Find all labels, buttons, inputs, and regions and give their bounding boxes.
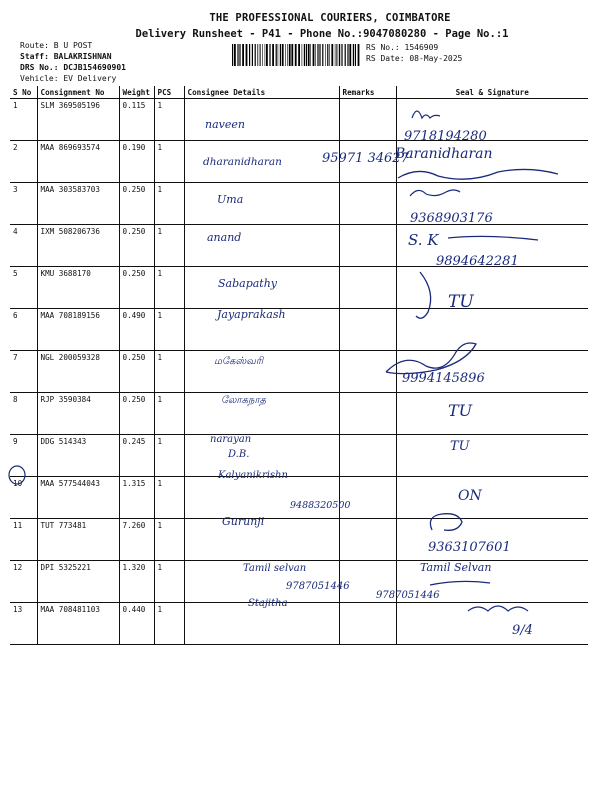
hw-r12-name: Tamil selvan <box>243 563 307 574</box>
cell-pcs: 1 <box>154 393 184 435</box>
cell-signature <box>396 561 588 603</box>
cell-pcs: 1 <box>154 141 184 183</box>
hw-r4-sig: S. K <box>408 231 439 249</box>
cell-weight: 1.315 <box>119 477 154 519</box>
rs-date: RS Date: 08-May-2025 <box>366 54 463 63</box>
cell-signature <box>396 477 588 519</box>
cell-consignee <box>184 561 339 603</box>
cell-consignee <box>184 183 339 225</box>
cell-consignment: KMU 3688170 <box>37 267 119 309</box>
cell-consignment: MAA 577544043 <box>37 477 119 519</box>
cell-pcs: 1 <box>154 519 184 561</box>
cell-sno: 5 <box>10 267 37 309</box>
cell-weight: 0.250 <box>119 225 154 267</box>
col-sno: S No <box>10 86 37 99</box>
table-row <box>10 519 588 561</box>
cell-pcs: 1 <box>154 435 184 477</box>
table-row <box>10 561 588 603</box>
hw-r5-sig: TU <box>448 292 474 312</box>
hw-r13-name: Stajitha <box>248 598 288 609</box>
table-row <box>10 477 588 519</box>
cell-consignee <box>184 477 339 519</box>
cell-consignee <box>184 603 339 645</box>
cell-pcs: 1 <box>154 309 184 351</box>
company-title: THE PROFESSIONAL COURIERS, COIMBATORE <box>209 12 451 24</box>
cell-consignment: SLM 369505196 <box>37 99 119 141</box>
cell-pcs: 1 <box>154 603 184 645</box>
runsheet-info <box>366 42 462 64</box>
col-pcs: PCS <box>154 86 184 99</box>
cell-weight: 0.250 <box>119 393 154 435</box>
col-consignment: Consignment No <box>37 86 119 99</box>
cell-signature <box>396 393 588 435</box>
cell-weight: 1.320 <box>119 561 154 603</box>
table-row <box>10 603 588 645</box>
cell-remarks <box>339 309 396 351</box>
cell-sno: 2 <box>10 141 37 183</box>
cell-sno: 3 <box>10 183 37 225</box>
hw-r9-name2: D.B. <box>228 449 250 460</box>
hw-r6-name: Jayaprakash <box>217 308 286 321</box>
cell-consignee <box>184 99 339 141</box>
hw-r4-name: anand <box>207 231 242 244</box>
cell-consignment: MAA 708189156 <box>37 309 119 351</box>
vehicle-line: Vehicle: EV Delivery <box>20 74 117 83</box>
cell-sno: 9 <box>10 435 37 477</box>
cell-signature <box>396 603 588 645</box>
hw-r10-sig: ON <box>458 488 482 504</box>
hw-r4-phone: 9894642281 <box>436 254 519 269</box>
hw-r13-sig: 9/4 <box>512 623 533 638</box>
cell-pcs: 1 <box>154 225 184 267</box>
cell-signature <box>396 225 588 267</box>
hw-r3-name: Uma <box>217 193 244 206</box>
runsheet-table <box>10 86 588 645</box>
cell-pcs: 1 <box>154 183 184 225</box>
cell-consignee <box>184 225 339 267</box>
cell-sno: 11 <box>10 519 37 561</box>
cell-consignment: TUT 773481 <box>37 519 119 561</box>
cell-weight: 0.250 <box>119 267 154 309</box>
cell-consignee <box>184 393 339 435</box>
cell-sno: 10 <box>10 477 37 519</box>
hw-r10-phone: 9488320500 <box>290 500 351 511</box>
cell-weight: 0.190 <box>119 141 154 183</box>
cell-weight: 0.490 <box>119 309 154 351</box>
cell-remarks <box>339 393 396 435</box>
hw-r7-phone: 9994145896 <box>402 371 485 386</box>
col-weight: Weight <box>119 86 154 99</box>
table-row <box>10 351 588 393</box>
table-row <box>10 225 588 267</box>
cell-weight: 0.250 <box>119 351 154 393</box>
cell-consignee <box>184 435 339 477</box>
table-row <box>10 183 588 225</box>
hw-r9-sig: TU <box>450 439 470 454</box>
cell-signature <box>396 141 588 183</box>
cell-remarks <box>339 351 396 393</box>
cell-remarks <box>339 99 396 141</box>
hw-r2-phone: 95971 34627 <box>322 151 409 166</box>
hw-r12-sig-phone: 9787051446 <box>376 590 440 601</box>
cell-weight: 0.245 <box>119 435 154 477</box>
table-row <box>10 141 588 183</box>
cell-sno: 13 <box>10 603 37 645</box>
cell-consignee <box>184 309 339 351</box>
cell-remarks <box>339 519 396 561</box>
route-info <box>20 40 126 84</box>
cell-sno: 12 <box>10 561 37 603</box>
cell-signature <box>396 183 588 225</box>
cell-consignee <box>184 519 339 561</box>
hw-r3-phone: 9368903176 <box>410 211 493 226</box>
cell-consignment: MAA 869693574 <box>37 141 119 183</box>
cell-sno: 8 <box>10 393 37 435</box>
cell-remarks <box>339 435 396 477</box>
hw-r5-name: Sabapathy <box>218 277 278 290</box>
cell-signature <box>396 267 588 309</box>
cell-remarks <box>339 141 396 183</box>
hw-r9-name: narayan <box>210 434 252 445</box>
col-consignee: Consignee Details <box>184 86 339 99</box>
table-header-row <box>10 86 588 99</box>
col-remarks: Remarks <box>339 86 396 99</box>
table-row <box>10 393 588 435</box>
cell-consignee <box>184 351 339 393</box>
cell-consignment: MAA 303583703 <box>37 183 119 225</box>
runsheet-subtitle: Delivery Runsheet - P41 - Phone No.:9047080280 - Page No.:1 <box>135 28 509 40</box>
cell-consignment: DPI 5325221 <box>37 561 119 603</box>
table-row <box>10 99 588 141</box>
barcode <box>232 44 360 66</box>
cell-signature <box>396 309 588 351</box>
cell-pcs: 1 <box>154 99 184 141</box>
hw-r7-name: மகேஸ்வரி <box>214 356 264 367</box>
cell-pcs: 1 <box>154 477 184 519</box>
cell-sno: 1 <box>10 99 37 141</box>
hw-r12-phone: 9787051446 <box>286 581 350 592</box>
cell-sno: 4 <box>10 225 37 267</box>
hw-r2-name: dharanidharan <box>203 156 282 168</box>
hw-r1-name: naveen <box>205 118 245 131</box>
cell-sno: 7 <box>10 351 37 393</box>
cell-remarks <box>339 183 396 225</box>
rs-number: RS No.: 1546909 <box>366 43 439 52</box>
cell-pcs: 1 <box>154 561 184 603</box>
cell-weight: 7.260 <box>119 519 154 561</box>
cell-remarks <box>339 603 396 645</box>
cell-pcs: 1 <box>154 351 184 393</box>
cell-remarks <box>339 225 396 267</box>
cell-signature <box>396 351 588 393</box>
cell-weight: 0.250 <box>119 183 154 225</box>
hw-r11-name: Gurunji <box>222 515 265 528</box>
route-line: Route: B U POST <box>20 41 93 50</box>
cell-sno: 6 <box>10 309 37 351</box>
cell-consignment: NGL 200059328 <box>37 351 119 393</box>
cell-signature <box>396 99 588 141</box>
cell-pcs: 1 <box>154 267 184 309</box>
cell-weight: 0.115 <box>119 99 154 141</box>
hw-r8-sig: TU <box>448 401 473 420</box>
hw-r11-phone: 9363107601 <box>428 540 511 555</box>
cell-consignee <box>184 267 339 309</box>
hw-r8-name: லோகநாத <box>221 395 267 406</box>
hw-r12-sig: Tamil Selvan <box>420 561 492 574</box>
col-signature: Seal & Signature <box>396 86 588 99</box>
cell-consignment: DDG 514343 <box>37 435 119 477</box>
cell-signature <box>396 435 588 477</box>
cell-signature <box>396 519 588 561</box>
cell-weight: 0.440 <box>119 603 154 645</box>
table-row <box>10 309 588 351</box>
table-row <box>10 435 588 477</box>
cell-consignment: RJP 3590384 <box>37 393 119 435</box>
cell-remarks <box>339 561 396 603</box>
drs-line: DRS No.: DCJB154690901 <box>20 63 126 72</box>
cell-consignee <box>184 141 339 183</box>
hw-r10-name: Kalyanikrishn <box>218 470 288 481</box>
table-row <box>10 267 588 309</box>
cell-consignment: MAA 708481103 <box>37 603 119 645</box>
cell-consignment: IXM 508206736 <box>37 225 119 267</box>
cell-remarks <box>339 477 396 519</box>
hw-r1-phone: 9718194280 <box>404 129 487 144</box>
cell-remarks <box>339 267 396 309</box>
staff-line: Staff: BALAKRISHNAN <box>20 52 112 61</box>
hw-r2-sig: Baranidharan <box>395 146 493 162</box>
